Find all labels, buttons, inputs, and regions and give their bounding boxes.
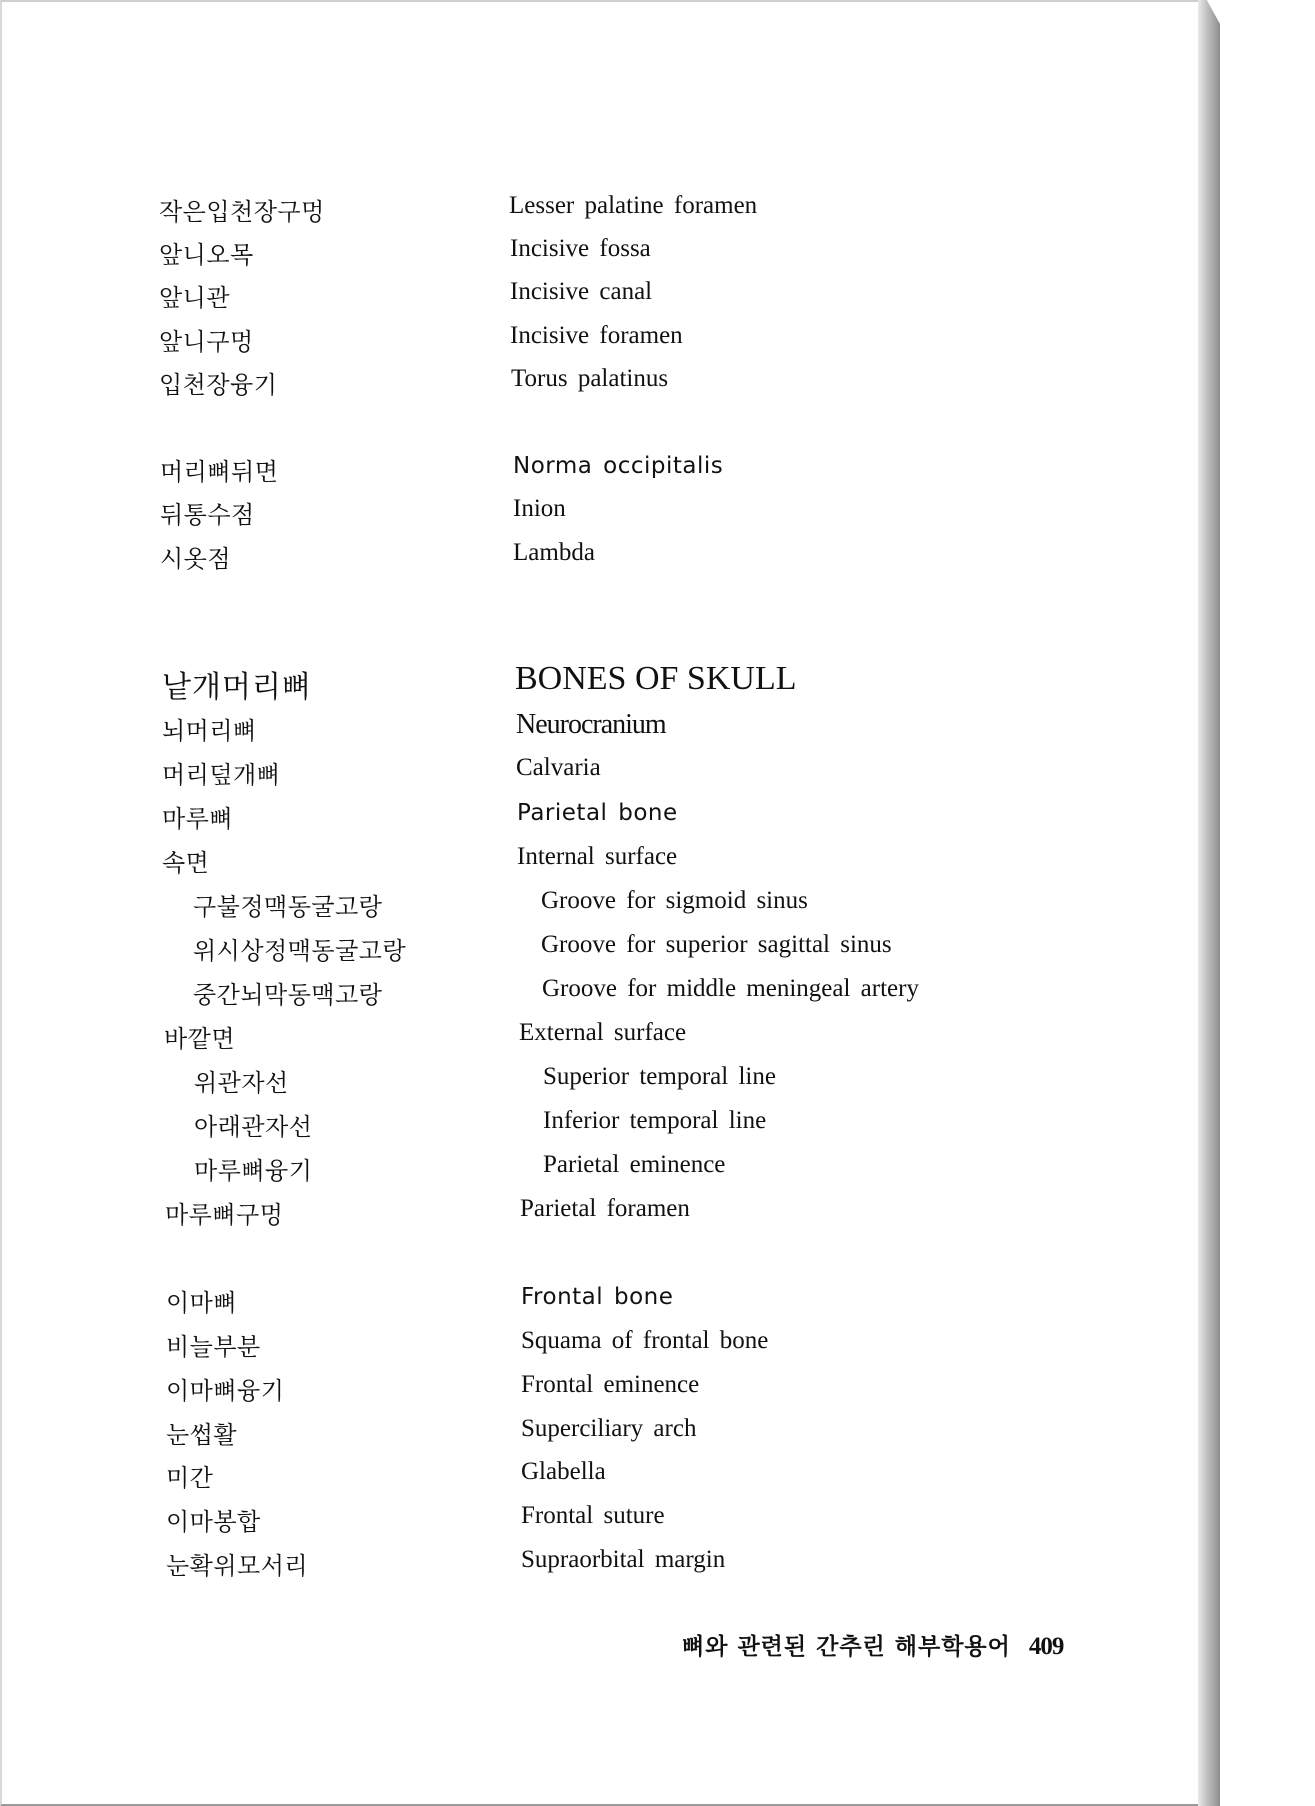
- term-english-sub: Inferior temporal line: [543, 1107, 767, 1134]
- term-english: Frontal bone: [521, 1284, 674, 1310]
- term-korean: 눈확위모서리: [166, 1552, 309, 1580]
- term-korean: 비늘부분: [166, 1333, 261, 1361]
- term-english: Incisive canal: [510, 278, 653, 305]
- term-english-sub: Superior temporal line: [543, 1063, 776, 1090]
- term-english-sub: Groove for sigmoid sinus: [541, 887, 808, 914]
- term-korean: 마루뼈구멍: [165, 1201, 284, 1229]
- term-english: Calvaria: [516, 754, 601, 781]
- term-english: Frontal eminence: [521, 1371, 700, 1398]
- term-korean: 머리덮개뼈: [162, 761, 281, 789]
- term-korean-sub: 중간뇌막동맥고랑: [193, 981, 383, 1009]
- page-edge-shadow: [1198, 0, 1220, 1806]
- running-footer: [682, 1628, 1063, 1661]
- term-korean-sub: 구불정맥동굴고랑: [193, 893, 383, 921]
- term-english: Parietal bone: [517, 800, 678, 826]
- term-korean: 앞니오목: [159, 241, 254, 269]
- term-english: Glabella: [521, 1458, 606, 1485]
- section-heading-english: BONES OF SKULL: [515, 660, 797, 697]
- term-korean: 눈썹활: [166, 1421, 238, 1449]
- term-english: Norma occipitalis: [513, 453, 724, 479]
- term-korean: 뒤통수점: [160, 501, 255, 529]
- term-korean: 작은입천장구멍: [159, 198, 325, 226]
- term-korean: 바깥면: [164, 1025, 236, 1053]
- term-english: External surface: [519, 1019, 687, 1046]
- term-korean: 이마뼈융기: [166, 1377, 285, 1405]
- term-english: Supraorbital margin: [521, 1546, 726, 1573]
- page-number: 409: [1028, 1633, 1064, 1660]
- term-english: Parietal foramen: [520, 1195, 690, 1222]
- term-english-sub: Groove for middle meningeal artery: [542, 975, 919, 1002]
- term-english: Superciliary arch: [521, 1415, 697, 1442]
- term-english: Incisive fossa: [510, 235, 651, 262]
- term-korean: 이마봉합: [166, 1508, 261, 1536]
- term-korean: 뇌머리뼈: [162, 717, 257, 745]
- term-english: Neurocranium: [516, 709, 666, 740]
- term-english: Inion: [513, 495, 566, 522]
- term-korean: 앞니구멍: [159, 328, 254, 356]
- term-english: Lambda: [513, 539, 595, 566]
- term-english: Lesser palatine foramen: [509, 192, 758, 219]
- term-korean: 시옷점: [160, 545, 232, 573]
- term-korean-sub: 마루뼈융기: [194, 1157, 313, 1185]
- term-english: Frontal suture: [521, 1502, 665, 1529]
- term-english: Squama of frontal bone: [521, 1327, 769, 1354]
- term-korean: 입천장융기: [159, 371, 278, 399]
- term-korean: 미간: [166, 1464, 214, 1492]
- term-english: Torus palatinus: [511, 365, 669, 392]
- term-korean: 마루뼈: [162, 805, 234, 833]
- section-heading-korean: 낱개머리뼈: [162, 670, 312, 705]
- term-english-sub: Parietal eminence: [543, 1151, 726, 1178]
- term-korean-sub: 아래관자선: [194, 1113, 313, 1141]
- term-english-sub: Groove for superior sagittal sinus: [541, 931, 892, 958]
- term-english: Internal surface: [517, 843, 678, 870]
- term-english: Incisive foramen: [510, 322, 683, 349]
- term-korean: 앞니관: [159, 284, 231, 312]
- term-korean: 머리뼈뒤면: [160, 458, 279, 486]
- term-korean: 이마뼈: [166, 1289, 238, 1317]
- term-korean-sub: 위시상정맥동굴고랑: [193, 937, 407, 965]
- term-korean-sub: 위관자선: [194, 1069, 289, 1097]
- term-korean: 속면: [162, 849, 210, 877]
- running-title: 뼈와 관련된 간추린 해부학용어: [682, 1634, 1011, 1660]
